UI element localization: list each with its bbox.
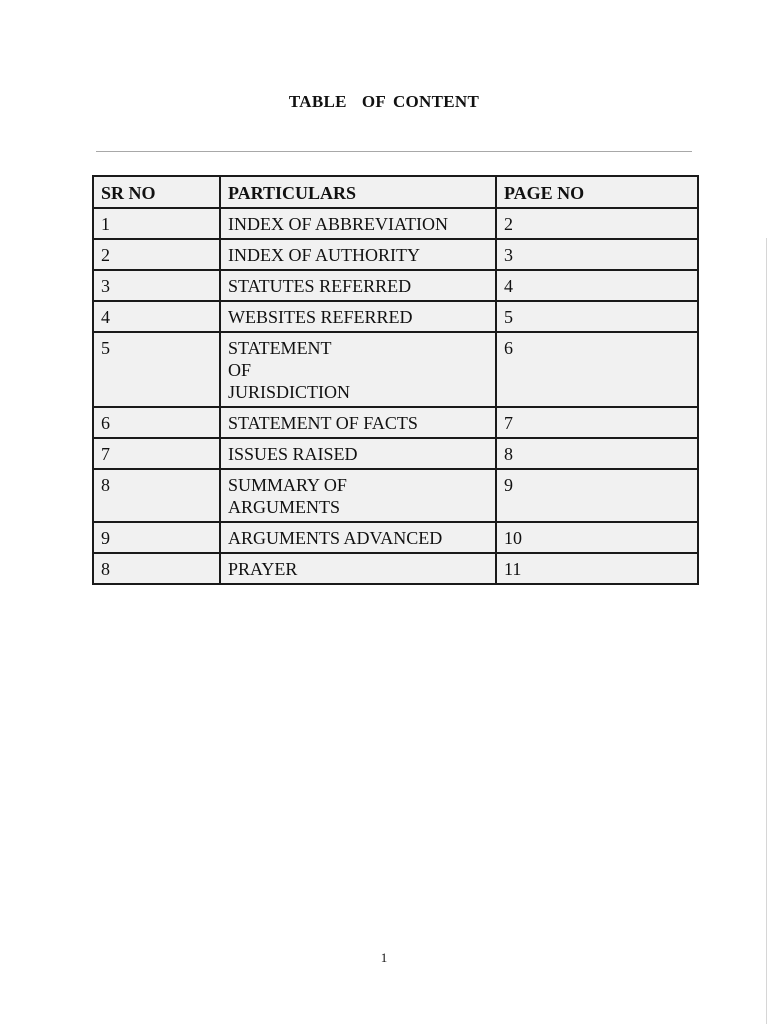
table-row (93, 208, 698, 239)
cell-page-no: 5 (496, 301, 698, 332)
table-row (93, 301, 698, 332)
header-particulars: PARTICULARS (220, 176, 496, 208)
cell-particulars: SUMMARY OF ARGUMENTS (220, 469, 496, 522)
cell-page-no: 8 (496, 438, 698, 469)
cell-particulars: INDEX OF AUTHORITY (220, 239, 496, 270)
table-row (93, 270, 698, 301)
cell-sr-no: 8 (93, 553, 220, 584)
table-row (93, 553, 698, 584)
cell-page-no: 4 (496, 270, 698, 301)
page-edge-line (766, 238, 767, 1024)
table-header-row (93, 176, 698, 208)
cell-particulars: WEBSITES REFERRED (220, 301, 496, 332)
cell-sr-no: 3 (93, 270, 220, 301)
cell-page-no: 6 (496, 332, 698, 407)
table-of-contents (92, 175, 699, 585)
cell-page-no: 2 (496, 208, 698, 239)
cell-particulars: ARGUMENTS ADVANCED (220, 522, 496, 553)
page-number: 1 (380, 950, 388, 965)
table-row (93, 407, 698, 438)
cell-sr-no: 2 (93, 239, 220, 270)
title-divider (96, 151, 692, 152)
table-row (93, 239, 698, 270)
cell-particulars: PRAYER (220, 553, 496, 584)
cell-page-no: 3 (496, 239, 698, 270)
cell-page-no: 11 (496, 553, 698, 584)
cell-sr-no: 5 (93, 332, 220, 407)
cell-particulars: ISSUES RAISED (220, 438, 496, 469)
cell-particulars: STATEMENT OF FACTS (220, 407, 496, 438)
header-sr-no: SR NO (93, 176, 220, 208)
cell-page-no: 7 (496, 407, 698, 438)
cell-sr-no: 9 (93, 522, 220, 553)
cell-sr-no: 6 (93, 407, 220, 438)
header-page-no: PAGE NO (496, 176, 698, 208)
cell-particulars: STATUTES REFERRED (220, 270, 496, 301)
table-row (93, 469, 698, 522)
cell-particulars: STATEMENT OF JURISDICTION (220, 332, 496, 407)
cell-page-no: 9 (496, 469, 698, 522)
table-row (93, 332, 698, 407)
cell-sr-no: 7 (93, 438, 220, 469)
table-row (93, 522, 698, 553)
page-title: TABLE OF CONTENT (288, 92, 480, 111)
cell-particulars: INDEX OF ABBREVIATION (220, 208, 496, 239)
cell-sr-no: 1 (93, 208, 220, 239)
cell-sr-no: 8 (93, 469, 220, 522)
cell-page-no: 10 (496, 522, 698, 553)
cell-sr-no: 4 (93, 301, 220, 332)
table-row (93, 438, 698, 469)
